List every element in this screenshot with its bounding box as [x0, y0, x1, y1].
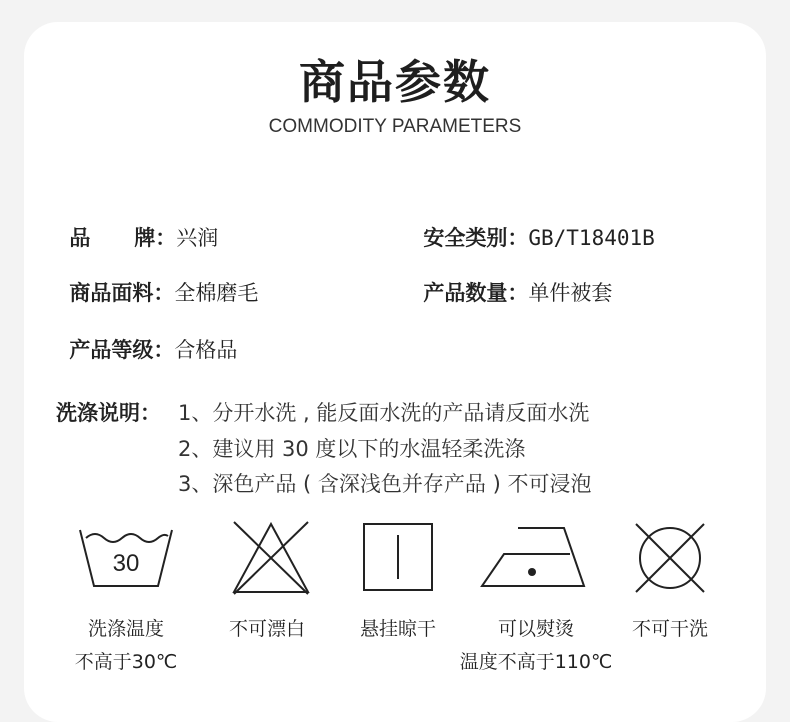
caption-line: 温度不高于110℃	[459, 651, 613, 673]
param-grade	[56, 310, 237, 364]
hang-dry-icon	[360, 521, 436, 593]
page-subtitle: COMMODITY PARAMETERS	[268, 116, 522, 137]
param-label: 安全类别：	[423, 226, 529, 250]
iron-icon	[478, 524, 590, 594]
washing-line-1: 1、分开水洗 , 能反面水洗的产品请反面水洗	[178, 401, 590, 425]
param-value: GB/T18401B	[528, 226, 655, 250]
param-quantity	[410, 253, 612, 307]
caption-line: 不高于30℃	[74, 651, 178, 673]
no-bleach-icon	[228, 518, 314, 598]
page-title: 商品参数	[299, 55, 491, 109]
caption-line: 不可干洗	[631, 618, 708, 640]
param-brand	[56, 198, 218, 252]
param-value: 兴润	[176, 226, 219, 250]
caption-wash-temp	[46, 614, 206, 674]
caption-line: 洗涤温度	[87, 618, 164, 640]
param-safety-class	[410, 198, 655, 252]
washing-line-3: 3、深色产品 ( 含深浅色并存产品 ) 不可浸泡	[178, 472, 592, 496]
param-label: 产品数量：	[423, 281, 529, 305]
param-fabric	[56, 253, 258, 307]
param-value: 合格品	[174, 338, 238, 362]
param-value: 单件被套	[528, 281, 613, 305]
no-dry-clean-icon	[630, 518, 710, 598]
caption-line: 可以熨烫	[497, 618, 574, 640]
washing-label: 洗涤说明：	[56, 401, 161, 425]
param-label: 品 牌：	[69, 226, 177, 250]
param-value: 全棉磨毛	[174, 281, 259, 305]
washing-line-2: 2、建议用 30 度以下的水温轻柔洗涤	[178, 437, 526, 461]
caption-hang-dry	[318, 614, 478, 641]
wash-tub-icon	[76, 524, 176, 594]
caption-line: 悬挂晾干	[359, 618, 436, 640]
param-label: 产品等级：	[69, 338, 175, 362]
wash-temp-label: 30	[112, 550, 140, 577]
param-label: 商品面料：	[69, 281, 175, 305]
caption-line: 不可漂白	[228, 618, 305, 640]
caption-no-dry-clean	[590, 614, 750, 641]
